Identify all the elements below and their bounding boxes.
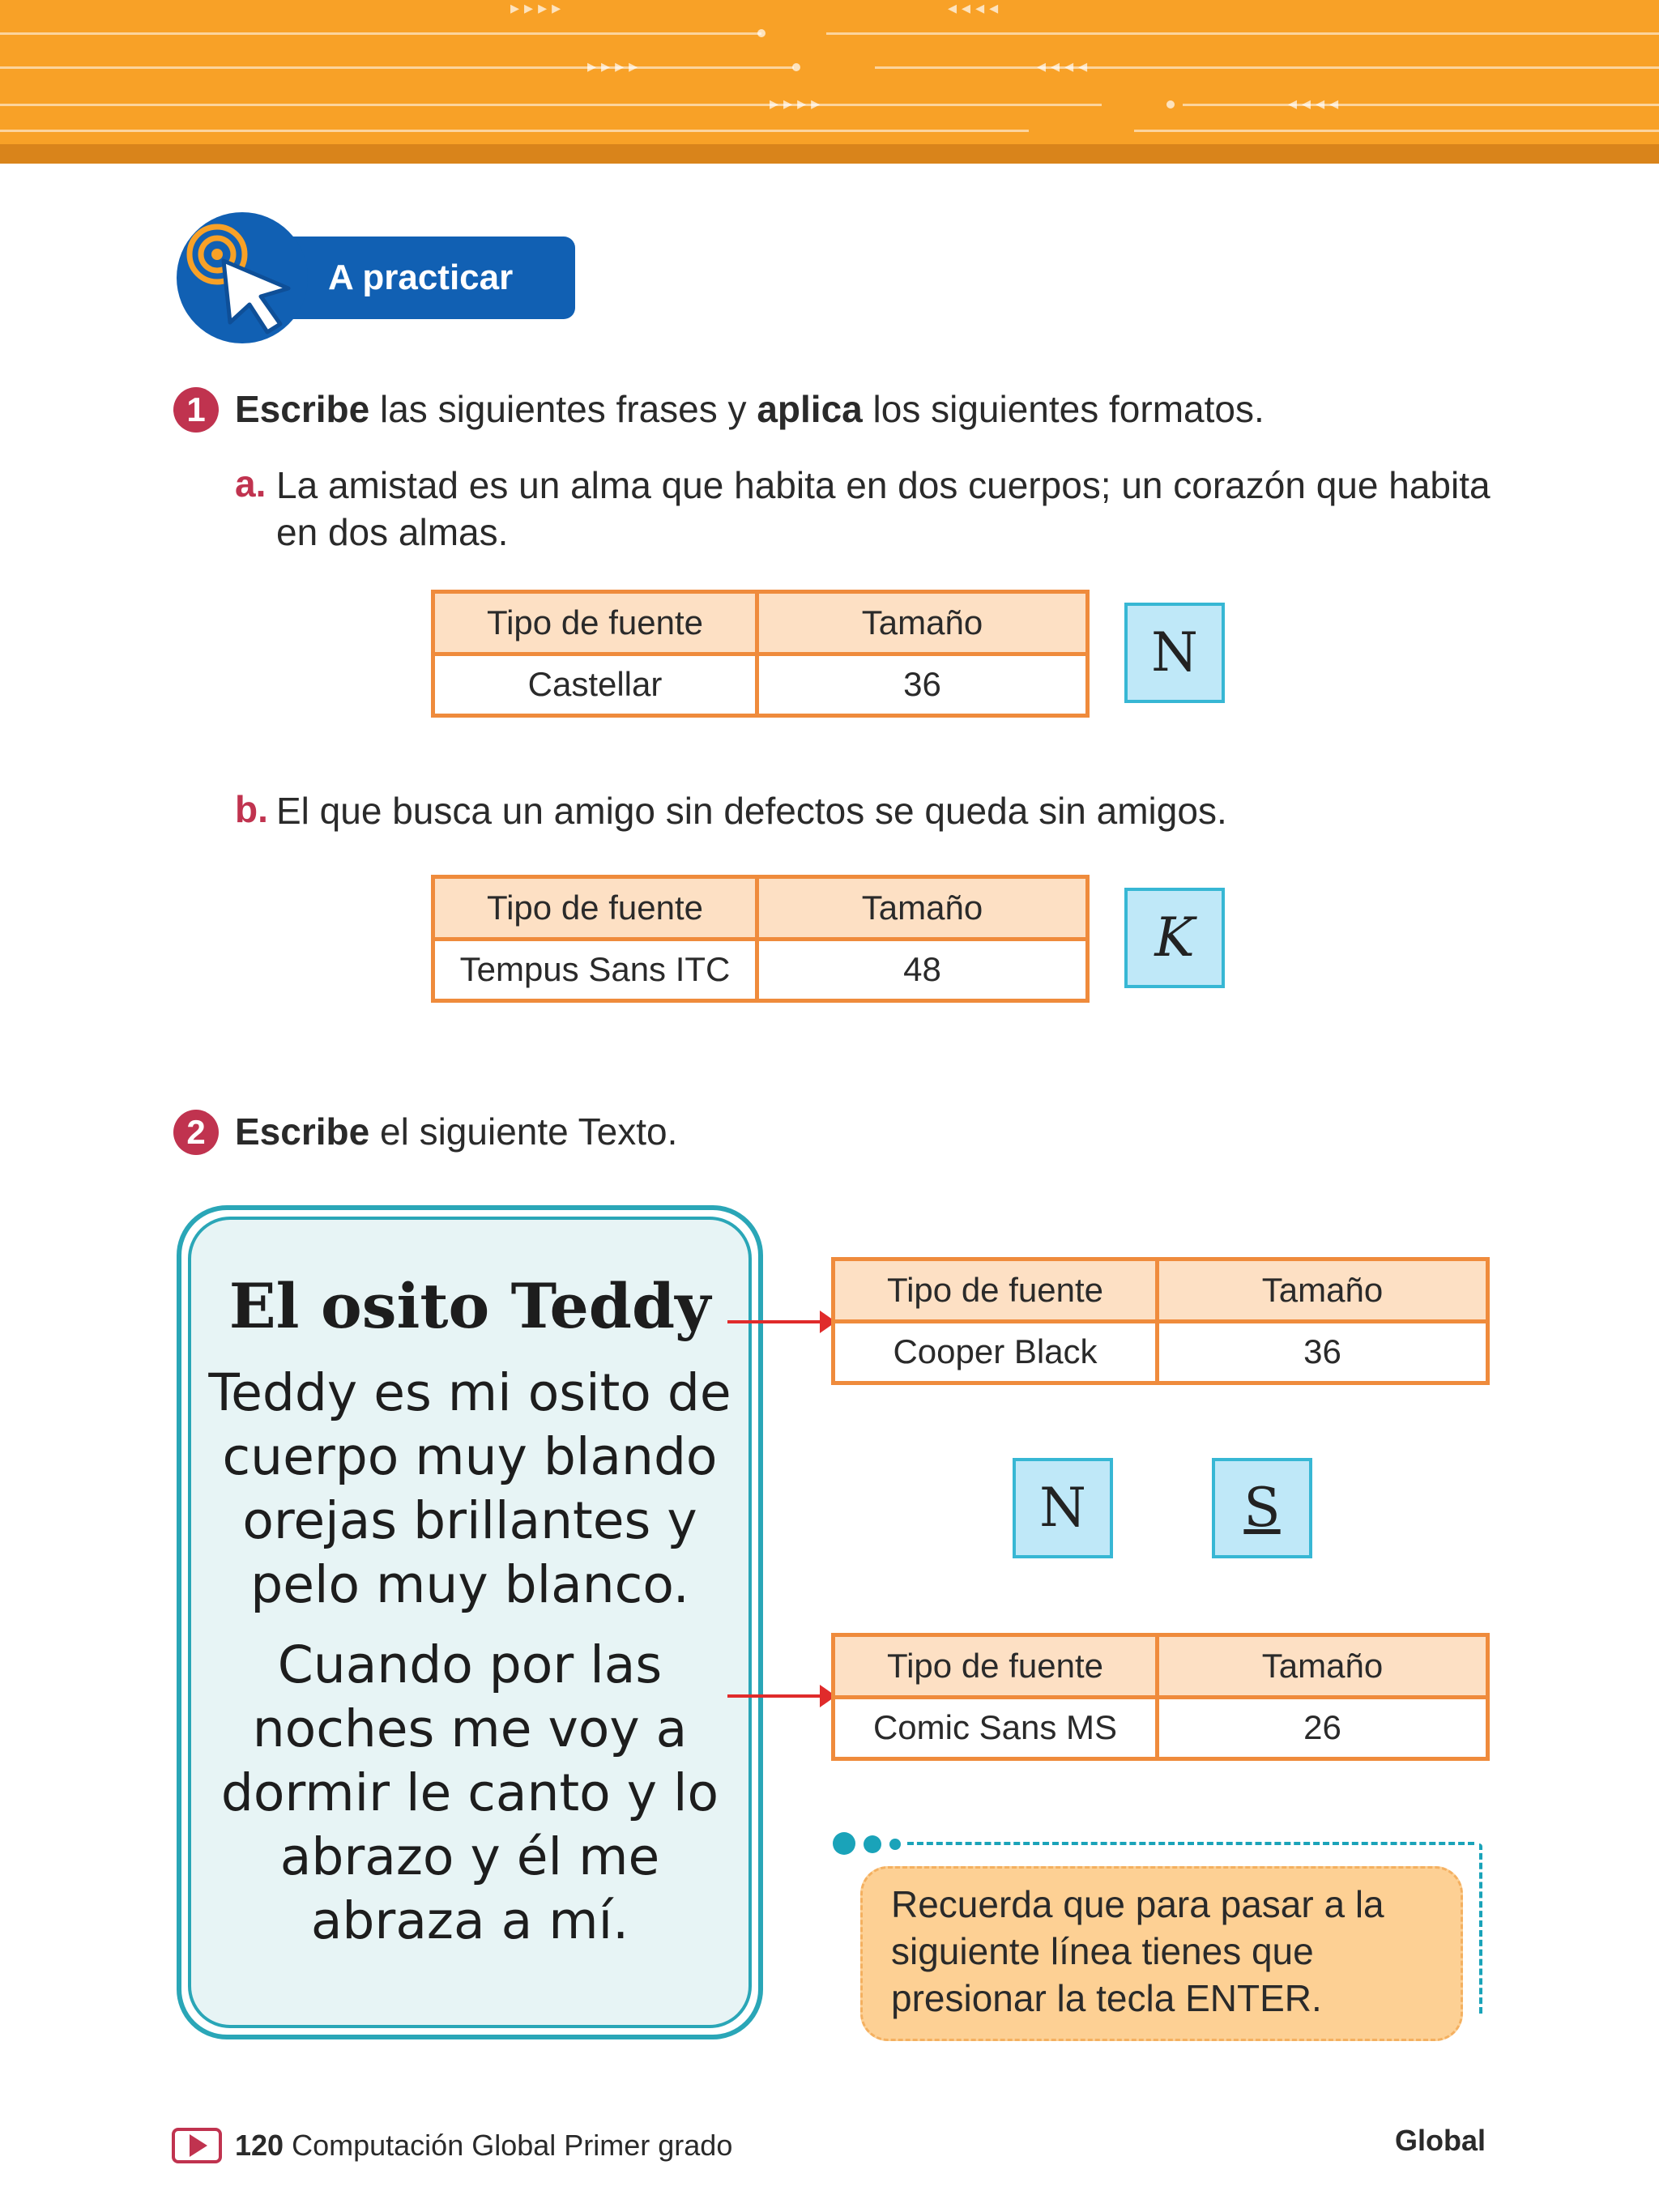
instruction-text: los siguientes formatos. [862, 388, 1265, 430]
reminder-dot [833, 1832, 855, 1855]
header-strip [0, 144, 1659, 164]
badge-label: A practicar [328, 258, 514, 297]
table-header-font-type: Tipo de fuente [433, 877, 757, 940]
table-cell-size: 48 [757, 939, 1088, 1001]
format-button-normal: N [1124, 603, 1225, 703]
table-header-size: Tamaño [1158, 1259, 1488, 1322]
table-cell-font: Castellar [433, 654, 757, 716]
table-cell-font: Comic Sans MS [834, 1697, 1158, 1759]
instruction-verb: Escribe [235, 1110, 370, 1153]
table-header-font-type: Tipo de fuente [834, 1259, 1158, 1322]
footer-page-info [235, 2129, 732, 2163]
header-decor-line [1134, 130, 1659, 132]
reminder-dot [864, 1835, 881, 1853]
reminder-dashed-line [1479, 1843, 1482, 2014]
arrow-to-title-table [727, 1320, 821, 1323]
table-header-size: Tamaño [757, 877, 1088, 940]
table-header-font-type: Tipo de fuente [433, 592, 757, 654]
instruction-text: el siguiente Texto. [369, 1110, 678, 1153]
header-decor-dot [757, 29, 766, 37]
instruction-verb: aplica [757, 388, 863, 430]
table-header-size: Tamaño [757, 592, 1088, 654]
header-band [0, 0, 1659, 162]
item-text-b: El que busca un amigo sin defectos se queda sin amigos. [276, 790, 1227, 832]
teddy-paragraph-1: Teddy es mi osito de cuerpo muy blando orejas brillantes y pelo muy blanco. [208, 1363, 731, 1614]
header-decor-chevrons: ▸▸▸▸ [510, 0, 566, 19]
header-decor-chevrons: ◂◂◂◂ [948, 0, 1004, 19]
badge-circle [177, 212, 308, 343]
exercise-2-instruction [235, 1110, 677, 1153]
format-button-italic: K [1124, 888, 1225, 988]
table-header-font-type: Tipo de fuente [834, 1635, 1158, 1698]
table-cell-size: 36 [1158, 1321, 1488, 1383]
format-button-underline: S [1212, 1458, 1312, 1558]
page-number: 120 [235, 2129, 284, 2162]
font-table-title [831, 1257, 1490, 1385]
format-button-normal: N [1013, 1458, 1113, 1558]
header-decor-line [0, 32, 761, 35]
header-decor-chevrons: ▸▸▸▸ [770, 94, 825, 114]
header-decor-line [826, 32, 1659, 35]
table-cell-size: 36 [757, 654, 1088, 716]
item-text-a: La amistad es un alma que habita en dos cuerpos; un corazón que habita en dos almas. [276, 464, 1491, 553]
teddy-paragraph-2: Cuando por las noches me voy a dormir le canto y lo abrazo y él me abraza a mí. [220, 1635, 719, 1950]
teddy-title: El osito Teddy [228, 1270, 711, 1342]
exercise-number-1: 1 [173, 387, 219, 433]
exercise-number-2: 2 [173, 1110, 219, 1155]
reminder-dot [889, 1839, 901, 1850]
reminder-dashed-line [907, 1842, 1474, 1845]
exercise-1-instruction [235, 387, 1265, 431]
font-table-body [831, 1633, 1490, 1761]
arrow-to-body-table [727, 1694, 821, 1698]
book-title: Computación Global Primer grado [292, 2129, 733, 2162]
font-table-a [431, 590, 1090, 718]
header-decor-line [1183, 104, 1659, 106]
font-table-b [431, 875, 1090, 1003]
reminder-text: Recuerda que para pasar a la siguiente línea tienes que presionar la tecla ENTER. [891, 1883, 1384, 2019]
table-cell-font: Tempus Sans ITC [433, 939, 757, 1001]
cursor-click-icon [177, 212, 308, 343]
header-decor-line [0, 66, 794, 69]
instruction-text: las siguientes frases y [369, 388, 757, 430]
table-header-size: Tamaño [1158, 1635, 1488, 1698]
play-icon-triangle [190, 2134, 207, 2157]
header-decor-dot [1166, 100, 1175, 109]
table-cell-size: 26 [1158, 1697, 1488, 1759]
header-decor-line [0, 104, 1102, 106]
instruction-verb: Escribe [235, 388, 370, 430]
item-letter-b: b. [235, 788, 268, 830]
header-decor-chevrons: ◂◂◂◂ [1037, 57, 1093, 77]
footer-brand: Global [1395, 2124, 1486, 2157]
header-decor-chevrons: ▸▸▸▸ [587, 57, 643, 77]
header-decor-line [0, 130, 1029, 132]
header-decor-line [875, 66, 1659, 69]
table-cell-font: Cooper Black [834, 1321, 1158, 1383]
header-decor-dot [792, 63, 800, 71]
item-letter-a: a. [235, 462, 267, 505]
header-decor-chevrons: ◂◂◂◂ [1288, 94, 1344, 114]
